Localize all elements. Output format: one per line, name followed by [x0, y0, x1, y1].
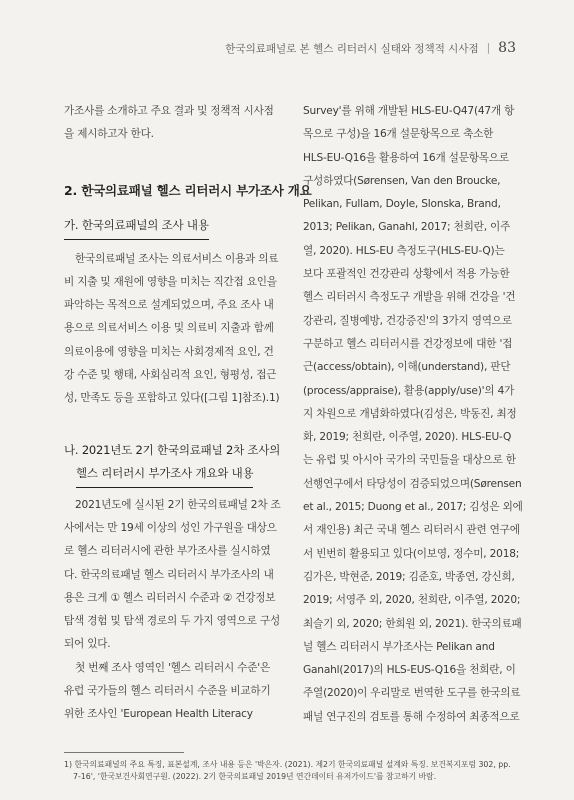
right-text-line: 패널 연구진의 검토를 통해 수정하여 최종적으로 [303, 710, 520, 723]
right-text-line: et al., 2015; Duong et al., 2017; 김성은 외에 [303, 501, 523, 514]
right-text-line: 헬스 리터러시 측정도구 개발을 위해 건강을 '건 [303, 291, 516, 304]
right-text-line: 최슬기 외, 2020; 한희원 외, 2021). 한국의료패 [303, 617, 522, 630]
running-header [225, 40, 516, 56]
header-separator: | [486, 42, 491, 54]
running-title: 한국의료패널로 본 헬스 리터러시 실태와 정책적 시사점 [225, 42, 479, 55]
subsection-b-heading: 나. 2021년도 2기 한국의료패널 2차 조사의 헬스 리터러시 부가조사 개요와 내용 [64, 439, 288, 488]
subsection-a-heading: 가. 한국의료패널의 조사 내용 [64, 214, 288, 240]
right-text-line: 서 빈번히 활용되고 있다(이보영, 정수미, 2018; [303, 547, 520, 560]
right-text-line: 보다 포괄적인 건강관리 상황에서 적용 가능한 [303, 268, 510, 281]
right-text-line: 강관리, 질병예방, 건강증진'의 3가지 영역으로 [303, 314, 512, 327]
right-text-line: Ganahl(2017)의 HLS-EUS-Q16을 천희란, 이 [303, 664, 516, 677]
right-text-line: 구성하였다(Sørensen, Van den Broucke, [303, 174, 501, 187]
page-number: 83 [498, 40, 516, 56]
right-text-line: 구분하고 헬스 리터러시를 건강정보에 대한 '접 [303, 337, 513, 350]
right-text-line: Survey'를 위해 개발된 HLS-EU-Q47(47개 항 [303, 105, 515, 117]
left-column [64, 100, 312, 727]
paragraph-1: 한국의료패널 조사는 의료서비스 이용과 의료 비 지출 및 재원에 영향을 미치는 직간접 요인을 파악하는 목적으로 설계되었으며, 주요 조사 내 용으로 의료서비스 이용 및 의료비 지출과 함께 의료이용에 영향을 미치는 사회경제적 요인, 건 강 수준 및 행태, 사회심리적 요인, 형평성, 접근 성, 만족도 등을 포함하고 있다([그림 1]참조).1) [64, 252, 280, 405]
right-text-line: 서 재인용) 최근 국내 헬스 리터러시 관련 연구에 [303, 524, 520, 537]
right-text-line: 김가은, 박현준, 2019; 김준호, 박종연, 강신희, [303, 570, 515, 583]
right-text-line: 지 차원으로 개념화하였다(김성은, 박동진, 최정 [303, 407, 517, 420]
right-paragraph [303, 100, 527, 729]
right-text-line: 목으로 구성)을 16개 설문항목으로 축소한 [303, 128, 494, 141]
right-text-line: 2013; Pelikan, Ganahl, 2017; 천희란, 이주 [303, 221, 511, 234]
section-heading: 2. 한국의료패널 헬스 리터러시 부가조사 개요 [64, 182, 312, 198]
paragraph-3: 첫 번째 조사 영역인 '헬스 리터러시 수준'은 유럽 국가들의 헬스 리터러시 수준을 비교하기 위한 조사인 'European Health Literacy [64, 661, 271, 721]
footnote-rule [64, 752, 184, 753]
right-text-line: HLS-EU-Q16을 활용하여 16개 설문항목으로 [303, 151, 509, 164]
paragraph-2: 2021년도에 실시된 2기 한국의료패널 2차 조 사에서는 만 19세 이상의 성인 가구원을 대상으 로 헬스 리터러시에 관한 부가조사를 실시하였 다. 한국의료패널 헬스 리터러시 부가조사의 내 용은 크게 ① 헬스 리터러시 수준과 ② 건강정보 탐색 경험 및 탐색 경로의 두 가지 영역으로 구성 되어 있다. [64, 498, 281, 651]
intro-paragraph: 가조사를 소개하고 주요 결과 및 정책적 시사점 을 제시하고자 한다. [64, 105, 274, 141]
right-text-line: 널 헬스 리터러시 부가조사는 Pelikan and [303, 640, 495, 653]
footnote-line: 7-16', '한국보건사회연구원. (2022). 2기 한국의료패널 2019년 연간데이터 유저가이드'를 참고하기 바람. [73, 772, 437, 781]
right-text-line: 열, 2020). HLS-EU 측정도구(HLS-EU-Q)는 [303, 244, 505, 257]
right-text-line: 화, 2019; 천희란, 이주열, 2020). HLS-EU-Q [303, 431, 512, 444]
right-text-line: (process/appraise), 활용(apply/use)'의 4가 [303, 384, 515, 397]
footnote-line: 1) 한국의료패널의 주요 특징, 표본설계, 조사 내용 등은 '박은자. (2021). 제2기 한국의료패널 설계와 특징. 보건복지포럼 302, pp. [64, 760, 511, 769]
right-text-line: Pelikan, Fullam, Doyle, Slonska, Brand, [303, 198, 501, 211]
right-text-line: 주열(2020)이 우리말로 번역한 도구를 한국의료 [303, 687, 521, 700]
right-text-line: 2019; 서영주 외, 2020, 천희란, 이주열, 2020; [303, 594, 521, 607]
right-text-line: 는 유럽 및 아시아 국가의 국민들을 대상으로 한 [303, 454, 516, 467]
right-text-line: 선행연구에서 타당성이 검증되었으며(Sørensen [303, 477, 522, 490]
right-text-line: 근(access/obtain), 이해(understand), 판단 [303, 361, 511, 374]
footnote [64, 759, 524, 783]
right-column [303, 100, 527, 729]
